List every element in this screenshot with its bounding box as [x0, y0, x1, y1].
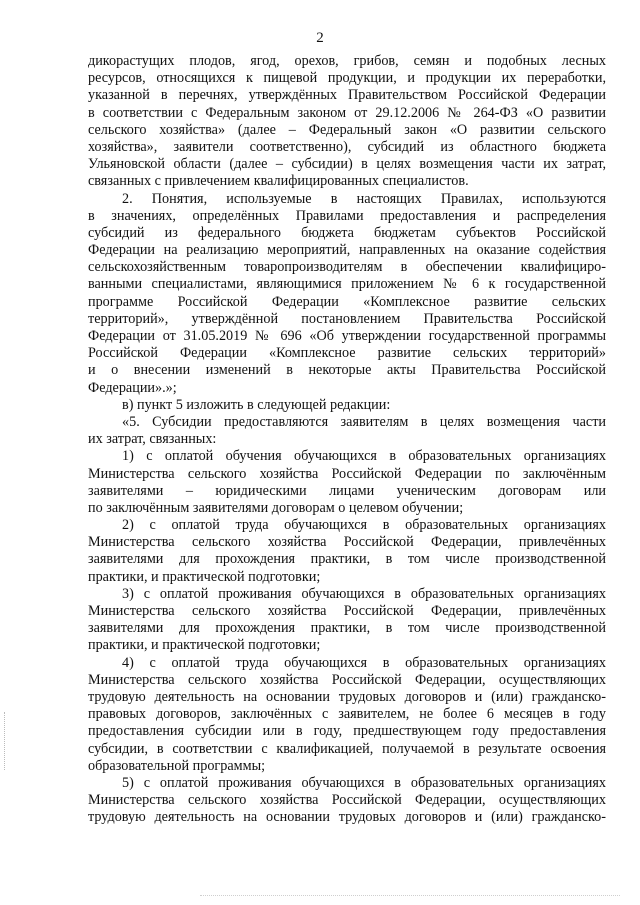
text-line: Ульяновской области (далее – субсидии) в целях возмещения части их затрат,	[88, 156, 606, 173]
text-line: Министерства сельского хозяйства Российской Федерации, осуществляющих	[88, 792, 606, 809]
text-line: Российской Федерации «Комплексное развитие сельских территорий»	[88, 345, 606, 362]
text-line: 3) с оплатой проживания обучающихся в образовательных организациях	[122, 585, 606, 602]
text-line: субсидий из федерального бюджета бюджетам субъектов Российской	[88, 224, 606, 241]
text-line: и о внесении изменений в некоторые акты Правительства Российской	[88, 362, 606, 379]
text-line: территорий», утверждённой постановлением Правительства Российской	[88, 310, 606, 327]
text-line: ресурсов, относящихся к пищевой продукции, и продукции их переработки,	[88, 70, 606, 87]
text-line: субсидии, в соответствии с квалификацией, получаемой в результате освоения	[88, 740, 606, 757]
text-line: практики, и практической подготовки;	[88, 568, 321, 585]
text-line: образовательной программы;	[88, 757, 266, 774]
text-line: программе Российской Федерации «Комплексное развитие сельских	[88, 293, 606, 310]
body-text	[88, 53, 606, 826]
page-number: 2	[316, 30, 324, 46]
text-line: заявителями – юридическими лицами ученическим договорам или	[88, 482, 606, 499]
text-line: сельскохозяйственным товаропроизводителям в обеспечении квалифициро-	[88, 259, 606, 276]
text-line: практики, и практической подготовки;	[88, 637, 321, 654]
text-line: хозяйства», заявители соответственно), субсидий из областного бюджета	[88, 138, 606, 155]
text-line: Министерства сельского хозяйства Российской Федерации, привлечённых	[88, 534, 606, 551]
text-line: связанных с привлечением квалифицированных специалистов.	[88, 173, 469, 190]
text-line: «5. Субсидии предоставляются заявителям в целях возмещения части	[122, 413, 606, 430]
text-line: Министерства сельского хозяйства Российской Федерации по заключённым	[88, 465, 606, 482]
text-line: 1) с оплатой обучения обучающихся в образовательных организациях	[122, 448, 606, 465]
text-line: по заключённым заявителями договорам о целевом обучении;	[88, 499, 464, 516]
text-line: предоставления субсидии или в году, предшествующем году предоставления	[88, 723, 606, 740]
text-line: Министерства сельского хозяйства Российской Федерации, осуществляющих	[88, 671, 606, 688]
text-line: дикорастущих плодов, ягод, орехов, грибов, семян и подобных лесных	[88, 53, 606, 69]
text-line: заявителями для прохождения практики, в том числе производственной	[88, 551, 606, 568]
text-line: 2) с оплатой труда обучающихся в образовательных организациях	[122, 517, 606, 534]
scan-margin-mark	[4, 712, 7, 770]
text-line: Федерации».»;	[88, 379, 177, 396]
scan-artifact-line	[200, 895, 620, 897]
text-line: трудовую деятельность на основании трудовых договоров и (или) гражданско-	[88, 688, 606, 705]
text-line: Федерации от 31.05.2019 № 696 «Об утверждении государственной программы	[88, 328, 606, 344]
text-line: в соответствии с Федеральным законом от 29.12.2006 № 264-ФЗ «О развитии	[88, 104, 606, 121]
text-line: 4) с оплатой труда обучающихся в образовательных организациях	[122, 654, 606, 671]
text-line: в значениях, определённых Правилами предоставления и распределения	[88, 207, 606, 224]
text-line: их затрат, связанных:	[88, 431, 217, 448]
text-line: указанной в перечнях, утверждённых Правительством Российской Федерации	[88, 87, 606, 104]
text-line: заявителями для прохождения практики, в том числе производственной	[88, 620, 606, 637]
text-line: правовых договоров, заключённых с заявителем, не более 6 месяцев в году	[88, 706, 606, 723]
text-line: сельского хозяйства» (далее – Федеральный закон «О развитии сельского	[88, 121, 606, 138]
text-line: ванными специалистами, являющимися приложением № 6 к государственной	[88, 276, 606, 293]
text-line: Министерства сельского хозяйства Российской Федерации, привлечённых	[88, 603, 606, 619]
text-line: трудовую деятельность на основании трудовых договоров и (или) гражданско-	[88, 809, 606, 826]
text-line: Федерации на реализацию мероприятий, направленных на оказание содействия	[88, 242, 606, 259]
text-line: 2. Понятия, используемые в настоящих Правилах, используются	[122, 190, 606, 207]
text-line: 5) с оплатой проживания обучающихся в образовательных организациях	[122, 774, 606, 791]
text-line: в) пункт 5 изложить в следующей редакции:	[122, 396, 391, 413]
